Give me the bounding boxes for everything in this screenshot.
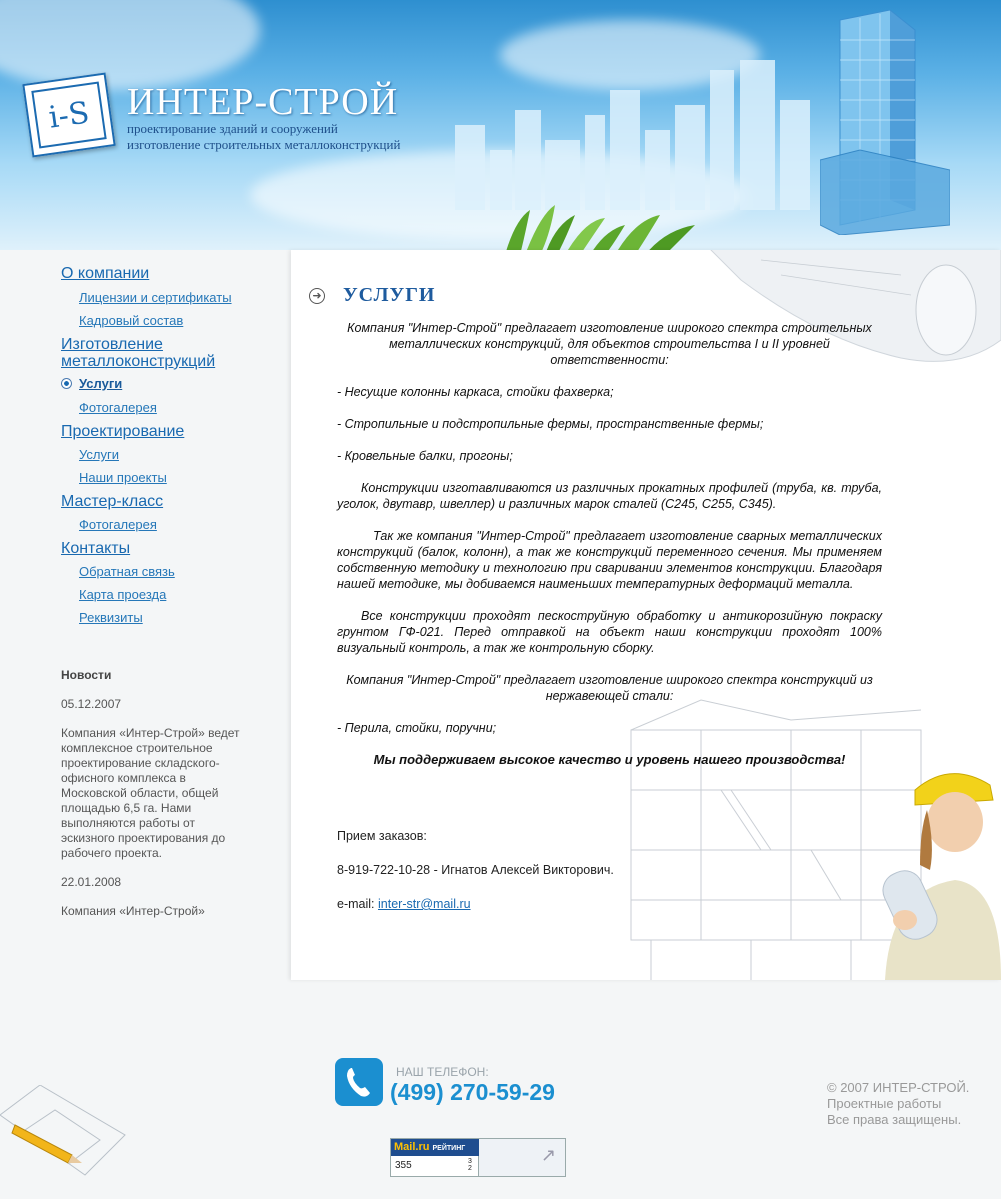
nav-masterclass[interactable]: Мастер-класс [61,493,164,510]
paragraph: Все конструкции проходят пескоструйную обработку и антикорозийную покраску грунтом ГФ-021. Перед отправкой на объект наши конструкции проходят 100% визуальный контроль, а так же контрольную сборку. [337,609,882,655]
nav-design-services[interactable]: Услуги [79,447,119,462]
email-link[interactable]: inter-str@mail.ru [378,897,471,911]
nav-staff[interactable]: Кадровый состав [79,313,184,328]
news-panel [61,668,246,933]
logo[interactable] [22,73,115,158]
nav-map[interactable]: Карта проезда [79,587,167,602]
brand-prefix: Mail. [394,1141,419,1153]
counter-tiny [468,1158,472,1172]
order-contacts [337,828,614,930]
engineer-woman-illustration [875,760,1001,980]
paragraph: Конструкции изготавливаются из различных прокатных профилей (труба, кв. труба, уголок, двутавр, швеллер) и различных марок сталей (С245, С255, С345). [337,481,882,511]
arrow-right-icon: ➜ [309,288,325,304]
cloud-decoration [0,0,260,90]
news-text: Компания «Интер-Строй» ведет комплексное строительное проектирование складского-офисного комплекса в Московской области, общей площадью 6,5 га. Нами выполняются работы от эскизного проектирования до рабочего проекта. [61,726,240,860]
nav-contacts[interactable]: Контакты [61,540,131,557]
news-date: 22.01.2008 [61,875,122,889]
nav-requisites[interactable]: Реквизиты [79,610,143,625]
paragraph: Так же компания "Интер-Строй" предлагает изготовление сварных металлических конструкций (балок, колонн), а так же конструкций переменного сечения. Мы применяем собственную методику и технологию при сваривании элементов конструкции. Благодаря нашей методике, мы добиваемся наименьших температурных деформаций металла. [337,529,882,591]
city-skyline [645,130,670,210]
header-banner [0,0,1001,250]
tagline: проектирование зданий и сооружений [127,121,338,136]
list-item: - Несущие колонны каркаса, стойки фахверка; [337,385,614,399]
news-text: Компания «Интер-Строй» [61,904,205,918]
quality-statement: Мы поддерживаем высокое качество и уровень нашего производства! [373,752,846,767]
brand-domain: ru [418,1141,430,1153]
phone-icon [335,1058,383,1106]
nav-feedback[interactable]: Обратная связь [79,564,175,579]
city-skyline [710,70,734,210]
tagline: изготовление строительных металлоконструкций [127,137,401,152]
city-skyline [585,115,605,210]
city-skyline [610,90,640,210]
site-title: ИНТЕР-СТРОЙ [127,81,399,123]
nav-label: Услуги [79,376,123,391]
counter-tiny-2: 2 [468,1165,472,1172]
page-title: УСЛУГИ [343,284,436,306]
counter-tiny-1: 3 [468,1158,472,1165]
phone-number: (499) 270-59-29 [390,1079,555,1105]
news-heading: Новости [61,668,112,682]
grass-icon [495,200,715,250]
sidebar-nav [61,262,281,626]
city-skyline [675,105,705,210]
content-body [337,320,882,784]
content-title-row [309,284,435,307]
counter-value: 355 [395,1160,412,1171]
city-skyline [515,110,541,210]
nav-about[interactable]: О компании [61,265,150,282]
building-illustration [820,10,950,235]
counter-panel [391,1139,479,1176]
paragraph: Компания "Интер-Строй" предлагает изготовление широкого спектра строительных металлических конструкций, для объектов строительства I и II уровней ответственности: [347,321,872,367]
list-item: - Кровельные балки, прогоны; [337,449,513,463]
logo-mark: i-S [31,82,106,149]
counter-brand [391,1139,479,1156]
brand-suffix: РЕЙТИНГ [432,1145,466,1152]
nav-design[interactable]: Проектирование [61,423,185,440]
copyright-line: Все права защищены. [827,1112,962,1127]
city-skyline [455,125,485,210]
nav-manufacturing-services[interactable] [79,376,281,392]
news-date: 05.12.2007 [61,697,122,711]
orders-contact: 8-919-722-10-28 - Игнатов Алексей Викторович. [337,863,614,877]
copyright-line: © 2007 ИНТЕР-СТРОЙ. [827,1080,970,1095]
pencil-drawing-illustration [0,1085,130,1199]
nav-projects[interactable]: Наши проекты [79,470,167,485]
city-skyline [780,100,810,210]
city-skyline [740,60,775,210]
nav-manufacturing[interactable]: Изготовление металлоконструкций [61,336,216,370]
mail-ru-rating-counter[interactable] [390,1138,566,1177]
orders-label: Прием заказов: [337,829,427,843]
paragraph: Компания "Интер-Строй" предлагает изготовление широкого спектра конструкций из нержавеющей стали: [346,673,873,703]
nav-masterclass-gallery[interactable]: Фотогалерея [79,517,157,532]
email-line [337,896,614,912]
copyright [827,1080,969,1128]
copyright-line: Проектные работы [827,1096,942,1111]
email-label: e-mail: [337,897,375,911]
active-bullet-icon [61,378,72,389]
nav-manufacturing-gallery[interactable]: Фотогалерея [79,400,157,415]
nav-licenses[interactable]: Лицензии и сертификаты [79,290,232,305]
phone-label: НАШ ТЕЛЕФОН: [396,1065,489,1079]
list-item: - Стропильные и подстропильные фермы, пространственные фермы; [337,417,764,431]
arrow-up-right-icon: ↗ [541,1145,557,1165]
list-item: - Перила, стойки, поручни; [337,721,497,735]
